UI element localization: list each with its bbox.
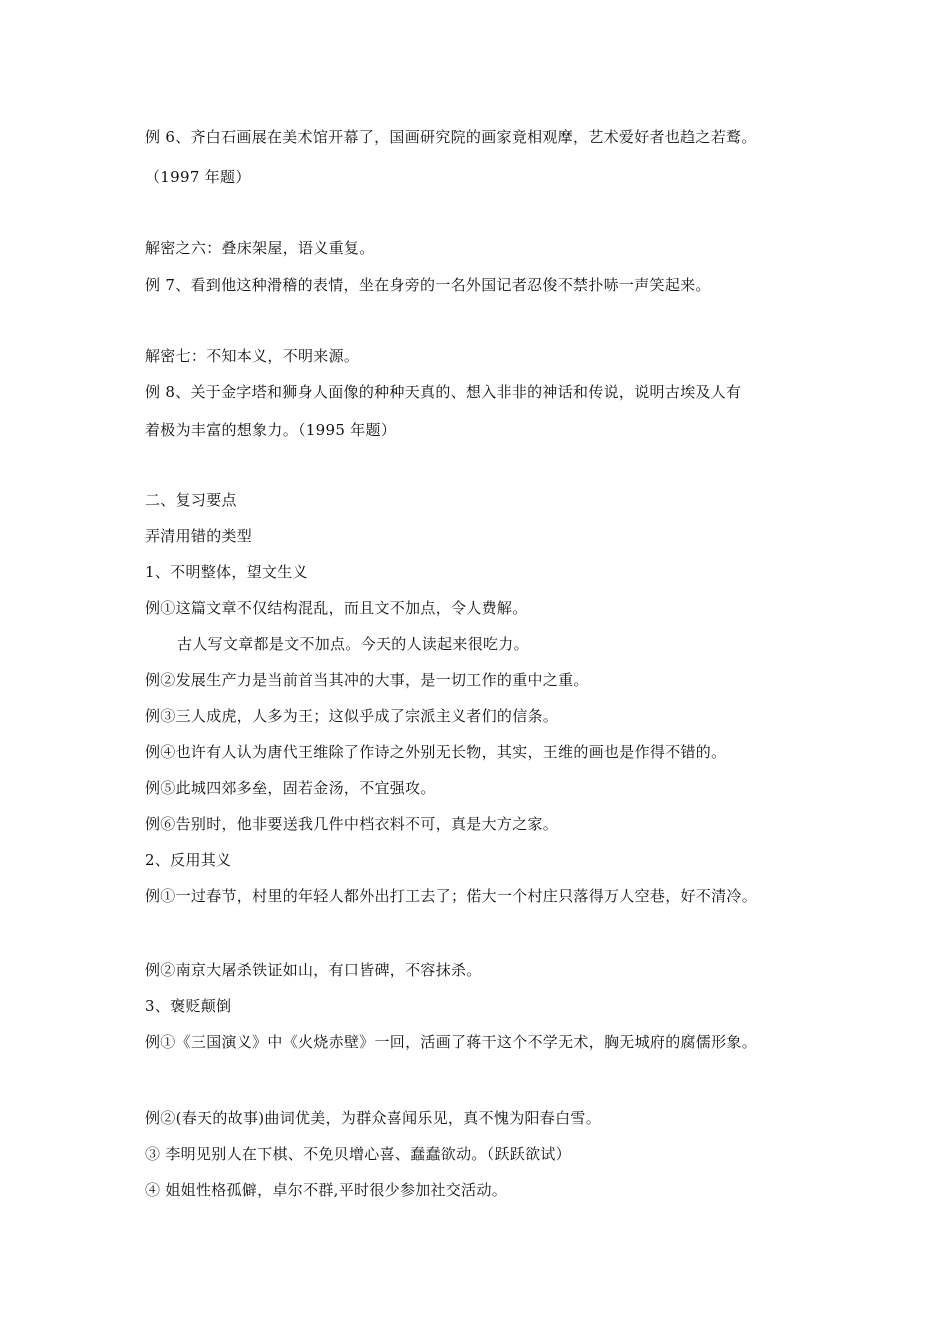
example-6-year: （1997 年题） (145, 168, 251, 186)
list-item: 例②发展生产力是当前首当其冲的大事，是一切工作的重中之重。 (145, 671, 589, 689)
list-item: ③ 李明见别人在下棋、不免贝增心喜、蠢蠢欲动。（跃跃欲试） (145, 1145, 571, 1163)
section-heading-6: 解密之六：叠床架屋，语义重复。 (145, 239, 375, 257)
section-heading-7: 解密七：不知本义，不明来源。 (145, 347, 360, 365)
subheading-error-types: 弄清用错的类型 (145, 527, 253, 545)
example-8-line: 例 8、关于金字塔和狮身人面像的种种天真的、想入非非的神话和传说，说明古埃及人有 (145, 383, 742, 401)
category-1-heading: 1、不明整体，望文生义 (145, 563, 308, 581)
list-item: ④ 姐姐性格孤僻，卓尔不群,平时很少参加社交活动。 (145, 1181, 508, 1199)
list-item: 例①《三国演义》中《火烧赤壁》一回，活画了蒋干这个不学无术，胸无城府的腐儒形象。 (145, 1033, 758, 1051)
list-item: 例⑤此城四郊多垒，固若金汤，不宜强攻。 (145, 779, 436, 797)
example-8-continued: 着极为丰富的想象力。（1995 年题） (145, 421, 397, 439)
example-7-line: 例 7、看到他这种滑稽的表情，坐在身旁的一名外国记者忍俊不禁扑哧一声笑起来。 (145, 276, 711, 294)
list-item: 例①一过春节，村里的年轻人都外出打工去了；偌大一个村庄只落得万人空巷，好不清冷。 (145, 887, 758, 905)
category-2-heading: 2、反用其义 (145, 851, 232, 869)
list-item: 例④也许有人认为唐代王维除了作诗之外别无长物，其实，王维的画也是作得不错的。 (145, 743, 727, 761)
example-6-line: 例 6、齐白石画展在美术馆开幕了，国画研究院的画家竟相观摩，艺术爱好者也趋之若鹜。 (145, 128, 757, 146)
list-item: 例①这篇文章不仅结构混乱，而且文不加点，令人费解。 (145, 599, 528, 617)
list-item-note: 古人写文章都是文不加点。今天的人读起来很吃力。 (177, 635, 529, 653)
list-item: 例②(春天的故事)曲词优美，为群众喜闻乐见，真不愧为阳春白雪。 (145, 1109, 602, 1127)
category-3-heading: 3、褒贬颠倒 (145, 997, 232, 1015)
list-item: 例⑥告别时，他非要送我几件中档衣料不可，真是大方之家。 (145, 815, 559, 833)
review-heading: 二、复习要点 (145, 491, 237, 509)
list-item: 例③三人成虎，人多为王；这似乎成了宗派主义者们的信条。 (145, 707, 559, 725)
list-item: 例②南京大屠杀铁证如山，有口皆碑，不容抹杀。 (145, 961, 482, 979)
